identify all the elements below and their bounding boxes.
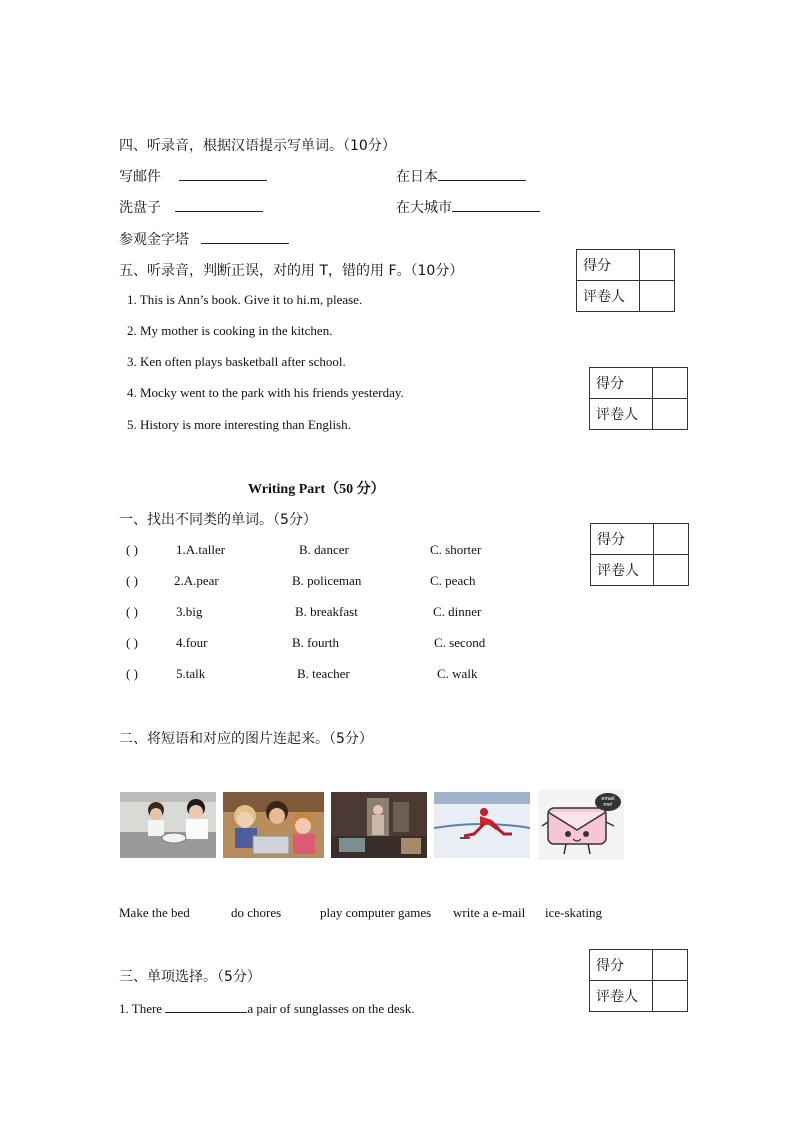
question-text-before: 1. There xyxy=(119,1001,166,1016)
section5-sentence-3: 3. Ken often plays basketball after school. xyxy=(127,354,346,369)
w1-row-1-b: B. dancer xyxy=(299,542,349,557)
w1-row-2-paren[interactable]: ( ) xyxy=(126,573,138,588)
section5-heading: 五、听录音，判断正误，对的用 T，错的用 F。（10分） xyxy=(119,263,464,279)
w1-row-2-a: 2.A.pear xyxy=(174,573,219,588)
answer-blank[interactable] xyxy=(438,167,526,181)
item-label: 洗盘子 xyxy=(119,200,161,216)
phrase-ice-skating: ice-skating xyxy=(545,905,603,920)
grader-label: 评卷人 xyxy=(590,981,653,1012)
w1-row-3-b: B. breakfast xyxy=(295,604,358,619)
phrase-do-chores: do chores xyxy=(231,905,282,920)
score-label: 得分 xyxy=(590,368,653,399)
w1-row-2-c: C. peach xyxy=(430,573,476,588)
w1-row-4-paren[interactable]: ( ) xyxy=(126,635,138,650)
grader-label: 评卷人 xyxy=(590,399,653,430)
phrase-write-email: write a e-mail xyxy=(453,905,526,920)
w1-row-3-paren[interactable]: ( ) xyxy=(126,604,138,619)
w1-row-3-a: 3.big xyxy=(176,604,203,619)
grader-cell[interactable] xyxy=(640,281,675,312)
score-box-1 xyxy=(576,249,675,312)
phrase-make-the-bed: Make the bed xyxy=(119,905,190,920)
section5-sentence-5: 5. History is more interesting than English. xyxy=(127,417,351,432)
w1-row-3-c: C. dinner xyxy=(433,604,482,619)
item-label: 在大城市 xyxy=(396,200,452,216)
section-w2-heading: 二、将短语和对应的图片连起来。（5分） xyxy=(119,731,373,747)
section4-heading: 四、听录音，根据汉语提示写单词。（10分） xyxy=(119,138,396,154)
section5-sentence-4: 4. Mocky went to the park with his friends yesterday. xyxy=(127,385,404,400)
section4-item-2 xyxy=(396,166,526,186)
w1-row-4-b: B. fourth xyxy=(292,635,339,650)
grader-label: 评卷人 xyxy=(577,281,640,312)
children-computer-photo xyxy=(223,792,324,858)
answer-blank[interactable] xyxy=(175,198,263,212)
score-label: 得分 xyxy=(577,250,640,281)
w1-row-4-a: 4.four xyxy=(176,635,208,650)
room-chores-photo xyxy=(331,792,427,858)
section4-item-1 xyxy=(119,166,267,186)
answer-blank[interactable] xyxy=(179,167,267,181)
grader-label: 评卷人 xyxy=(591,555,654,586)
score-box-3 xyxy=(590,523,689,586)
w1-row-5-a: 5.talk xyxy=(176,666,206,681)
w1-row-1-paren[interactable]: ( ) xyxy=(126,542,138,557)
section5-sentence-2: 2. My mother is cooking in the kitchen. xyxy=(127,323,333,338)
score-box-4 xyxy=(589,949,688,1012)
svg-text:email: email xyxy=(601,796,615,802)
section5-sentence-1: 1. This is Ann’s book. Give it to hi.m, please. xyxy=(127,292,363,307)
w1-row-1-c: C. shorter xyxy=(430,542,482,557)
score-label: 得分 xyxy=(590,950,653,981)
email-cartoon-envelope xyxy=(538,790,624,860)
w1-row-5-paren[interactable]: ( ) xyxy=(126,666,138,681)
answer-blank[interactable] xyxy=(452,198,540,212)
svg-text:me!: me! xyxy=(603,802,613,808)
question-text-after: a pair of sunglasses on the desk. xyxy=(247,1001,415,1016)
item-label: 参观金字塔 xyxy=(119,232,189,248)
score-cell[interactable] xyxy=(653,368,688,399)
w1-row-4-c: C. second xyxy=(434,635,486,650)
children-cooking-photo xyxy=(120,792,216,858)
item-label: 写邮件 xyxy=(119,169,161,185)
w1-row-5-b: B. teacher xyxy=(297,666,350,681)
grader-cell[interactable] xyxy=(654,555,689,586)
score-box-2 xyxy=(589,367,688,430)
grader-cell[interactable] xyxy=(653,981,688,1012)
item-label: 在日本 xyxy=(396,169,438,185)
score-cell[interactable] xyxy=(640,250,675,281)
ice-skating-photo xyxy=(434,792,530,858)
w3-question-1 xyxy=(119,999,415,1017)
phrase-play-computer-games: play computer games xyxy=(320,905,432,920)
grader-cell[interactable] xyxy=(653,399,688,430)
w1-row-1-a: 1.A.taller xyxy=(176,542,226,557)
section4-item-4 xyxy=(396,197,540,217)
section-w3-heading: 三、单项选择。（5分） xyxy=(119,969,261,985)
section4-item-5 xyxy=(119,229,289,249)
answer-blank[interactable] xyxy=(165,999,247,1013)
section4-item-3 xyxy=(119,197,263,217)
w1-row-2-b: B. policeman xyxy=(292,573,362,588)
writing-part-title: Writing Part（50 分） xyxy=(248,482,385,497)
answer-blank[interactable] xyxy=(201,230,289,244)
score-cell[interactable] xyxy=(654,524,689,555)
section-w1-heading: 一、找出不同类的单词。（5分） xyxy=(119,512,317,528)
score-label: 得分 xyxy=(591,524,654,555)
w1-row-5-c: C. walk xyxy=(437,666,478,681)
score-cell[interactable] xyxy=(653,950,688,981)
